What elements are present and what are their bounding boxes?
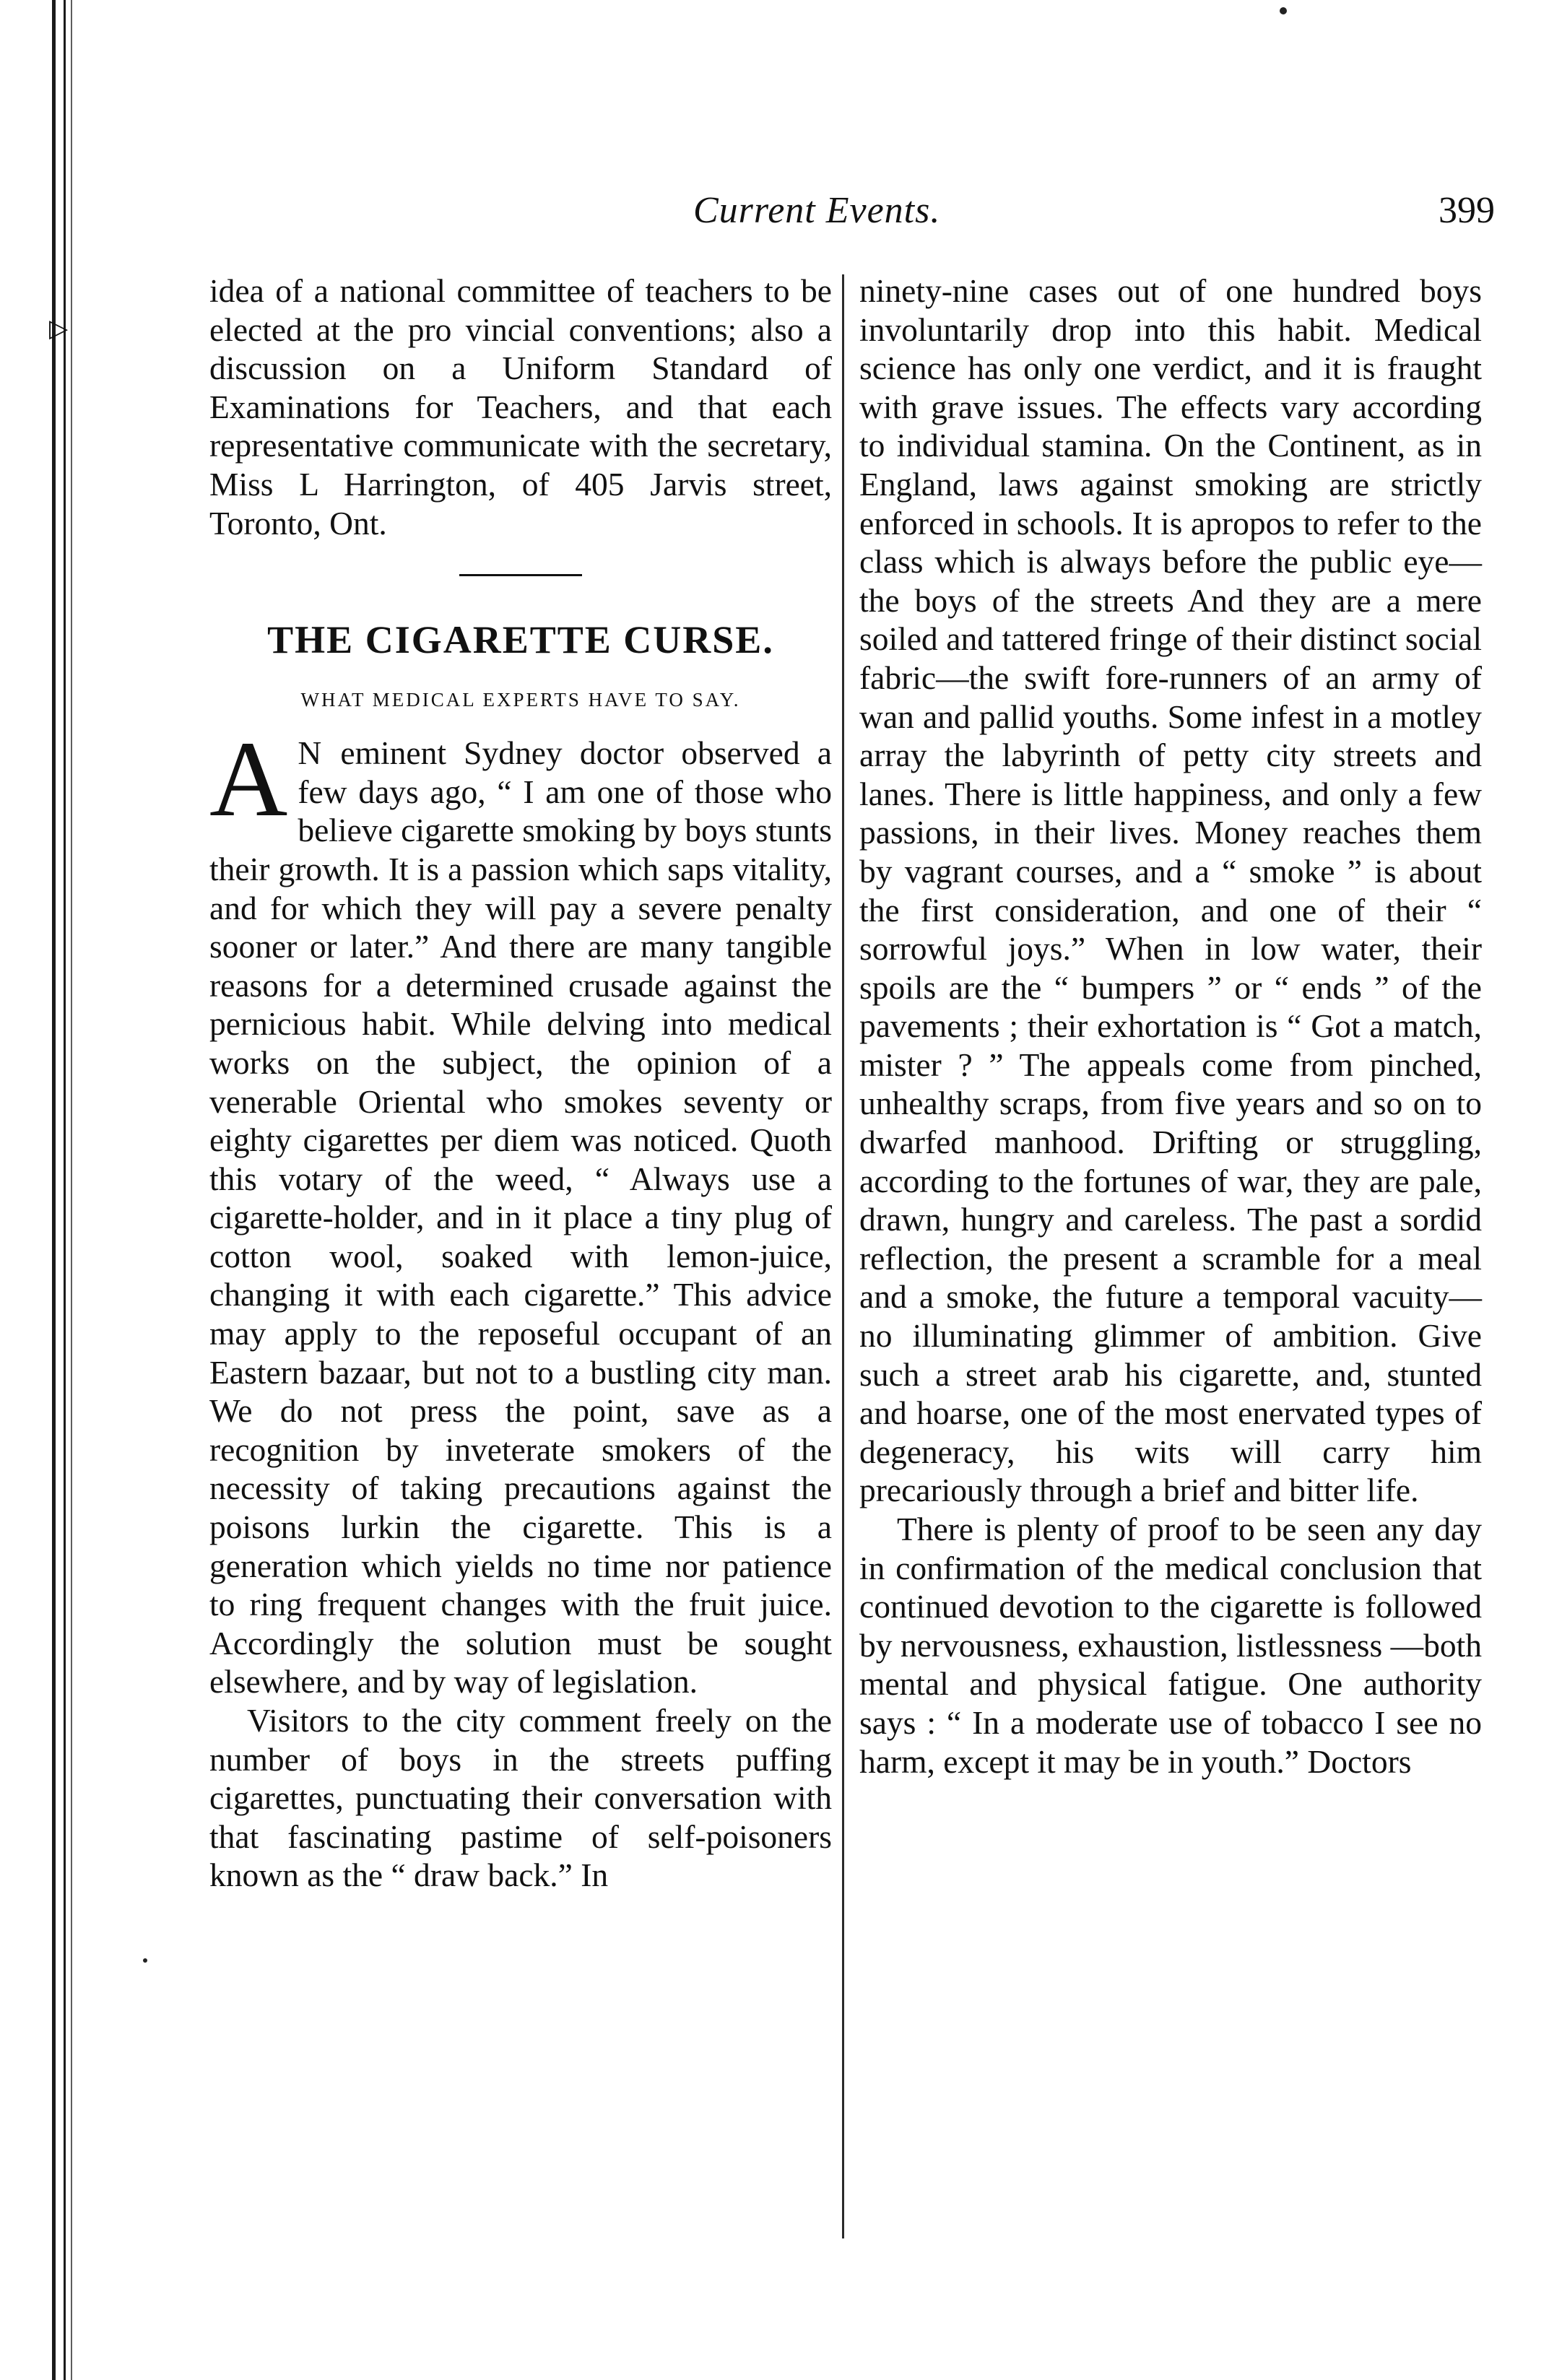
continued-paragraph: idea of a national committee of teachers to be elected at the pro vincial conventions; also a discussion on a Uniform Standard of Examinations for Teachers, and that each representative communicate with the secretary, Miss L Harrington, of 405 Jarvis street, Toronto, Ont. [209, 272, 832, 542]
column-divider [842, 274, 844, 2238]
left-column [209, 272, 832, 1895]
binding-rule [64, 0, 66, 2380]
drop-cap: A [209, 719, 288, 840]
right-column [859, 272, 1482, 1781]
binding-edge [49, 0, 78, 2380]
body-paragraph: There is plenty of proof to be seen any day in confirmation of the medical conclusion that continued devotion to the cigarette is followed by nervousness, exhaustion, listlessness —both mental and physical fatigue. One authority says : “ In a moderate use of tobacco I see no harm, except it may be in youth.” Doctors [859, 1511, 1482, 1780]
lead-first-word: N [298, 734, 324, 772]
lead-paragraph [209, 719, 832, 1701]
lead-paragraph-text: eminent Sydney doctor observed a few days ago, “ I am one of those who believe cigarette smoking by boys stunts their growth. It is a passion which saps vitality, and for which they will pay a severe penalty sooner or later.” And there are many tangible reasons for a determined crusade against the pernicious habit. While delving into medical works on the subject, the opinion of a venerable Oriental who smokes seventy or eighty cigarettes per diem was noticed. Quoth this votary of the weed, “ Always use a cigarette-holder, and in it place a tiny plug of cotton wool, soaked with lemon-juice, changing it with each cigarette.” This advice may apply to the reposeful occupant of an Eastern bazaar, but not to a bustling city man. We do not press the point, save as a recognition by inveterate smokers of the necessity of taking precautions against the poisons lurkin the cigarette. This is a generation which yields no time nor patience to ring frequent changes with the fruit juice. Accordingly the solution must be sought elsewhere, and by way of legislation. [209, 734, 832, 1701]
arrow-icon: ▷ [49, 314, 69, 343]
binding-rule [71, 0, 72, 2380]
section-separator [459, 574, 582, 576]
running-title: Current Events. [693, 190, 941, 231]
article-title: THE CIGARETTE CURSE. [267, 618, 774, 662]
ink-speck [1280, 7, 1287, 14]
ink-speck [143, 1958, 147, 1963]
body-paragraph: Visitors to the city comment freely on the number of boys in the streets puffing cigarettes, punctuating their conversation with that fascinating pastime of self-poisoners known as the “ draw back.” In [209, 1702, 832, 1894]
article-subtitle: WHAT MEDICAL EXPERTS HAVE TO SAY. [300, 689, 741, 711]
body-paragraph: ninety-nine cases out of one hundred boys involuntarily drop into this habit. Medical science has only one verdict, and it is fraught with grave issues. The effects vary according to individual stamina. On the Continent, as in England, laws against smoking are strictly enforced in schools. It is apropos to refer to the class which is always before the public eye—the boys of the streets And they are a mere soiled and tattered fringe of their distinct social fabric—the swift fore-runners of an army of wan and pallid youths. Some infest in a motley array the labyrinth of petty city streets and lanes. There is little happiness, and only a few passions, in their lives. Money reaches them by vagrant courses, and a “ smoke ” is about the first consideration, and one of their “ sorrowful joys.” When in low water, their spoils are the “ bumpers ” or “ ends ” of the pavements ; their exhortation is “ Got a match, mister ? ” The appeals come from pinched, unhealthy scraps, from five years and so on to dwarfed manhood. Drifting or struggling, according to the fortunes of war, they are pale, drawn, hungry and careless. The past a sordid reflection, the present a scramble for a meal and a smoke, the future a temporal vacuity—no illuminating glimmer of ambition. Give such a street arab his cigarette, and, stunted and hoarse, one of the most enervated types of degeneracy, his wits will carry him precariously through a brief and bitter life. [859, 272, 1482, 1509]
running-head [217, 189, 1495, 247]
page-number: 399 [1439, 190, 1495, 231]
binding-rule [52, 0, 56, 2380]
